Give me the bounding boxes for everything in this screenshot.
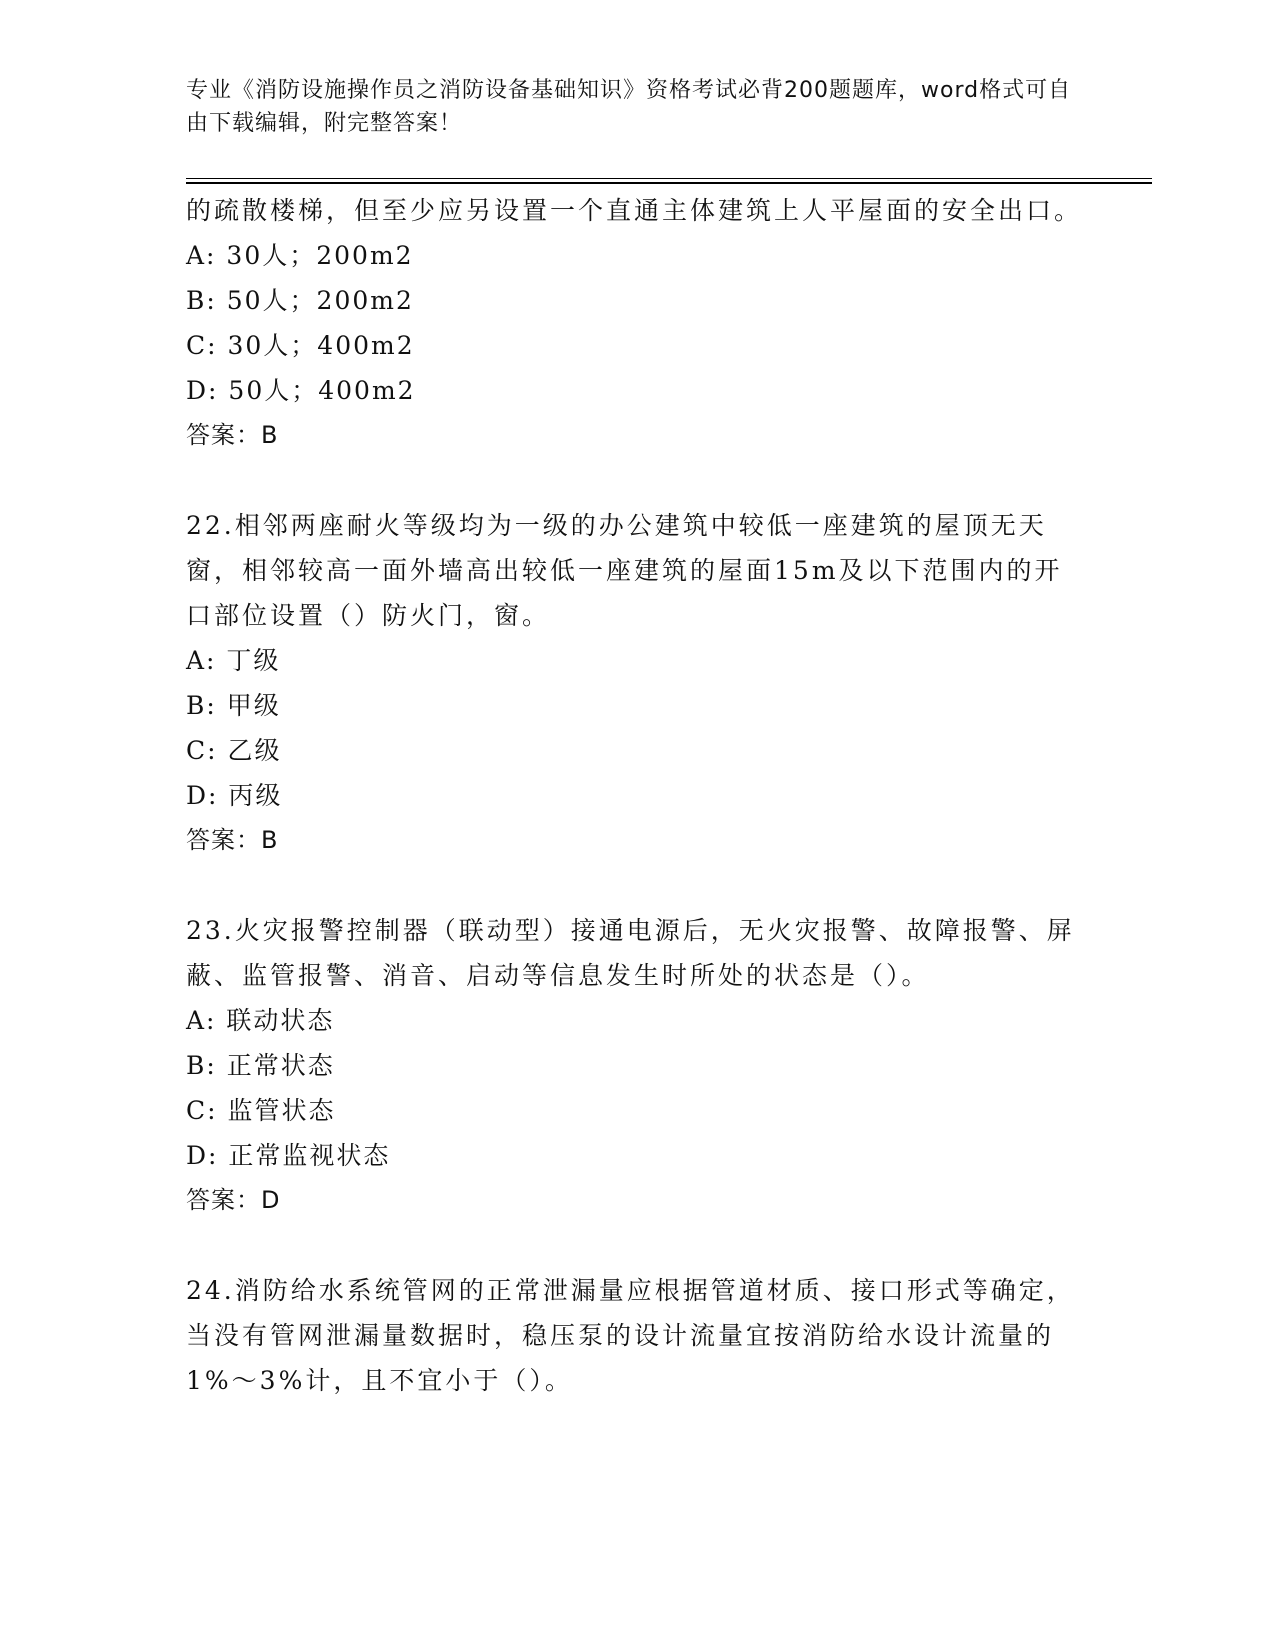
- spacer: [186, 1223, 1086, 1268]
- option-c: C: 监管状态: [186, 1096, 336, 1125]
- spacer: [186, 458, 1086, 503]
- answer-line: 答案：D: [186, 1186, 281, 1214]
- header-rule-thin: [186, 178, 1152, 179]
- option-c: C: 30人；400m2: [186, 331, 415, 360]
- answer-line: 答案：B: [186, 421, 279, 449]
- option-d: D: 50人；400m2: [186, 376, 416, 405]
- option-a: A: 丁级: [186, 646, 281, 675]
- option-b: B: 甲级: [186, 691, 281, 720]
- option-c: C: 乙级: [186, 736, 282, 765]
- option-d: D: 正常监视状态: [186, 1141, 391, 1170]
- question-21: [186, 188, 1086, 458]
- option-b: B: 正常状态: [186, 1051, 335, 1080]
- spacer: [186, 863, 1086, 908]
- question-continuation: 的疏散楼梯，但至少应另设置一个直通主体建筑上人平屋面的安全出口。: [186, 196, 1083, 225]
- document-body: [186, 188, 1086, 1403]
- option-a: A: 联动状态: [186, 1006, 335, 1035]
- option-d: D: 丙级: [186, 781, 283, 810]
- answer-line: 答案：B: [186, 826, 279, 854]
- question-stem: 22.相邻两座耐火等级均为一级的办公建筑中较低一座建筑的屋顶无天窗，相邻较高一面外墙高出较低一座建筑的屋面15m及以下范围内的开口部位设置（）防火门，窗。: [186, 511, 1063, 630]
- question-stem: 24.消防给水系统管网的正常泄漏量应根据管道材质、接口形式等确定，当没有管网泄漏量数据时，稳压泵的设计流量宜按消防给水设计流量的1%～3%计，且不宜小于（）。: [186, 1276, 1075, 1395]
- question-23: [186, 908, 1086, 1223]
- question-stem: 23.火灾报警控制器（联动型）接通电源后，无火灾报警、故障报警、屏蔽、监管报警、消音、启动等信息发生时所处的状态是（）。: [186, 916, 1075, 990]
- header-rule-thick: [186, 182, 1152, 184]
- question-24: [186, 1268, 1086, 1403]
- option-b: B: 50人；200m2: [186, 286, 414, 315]
- page-header: 专业《消防设施操作员之消防设备基础知识》资格考试必背200题题库，word格式可自由下载编辑，附完整答案！: [186, 78, 1072, 136]
- option-a: A: 30人；200m2: [186, 241, 414, 270]
- question-22: [186, 503, 1086, 863]
